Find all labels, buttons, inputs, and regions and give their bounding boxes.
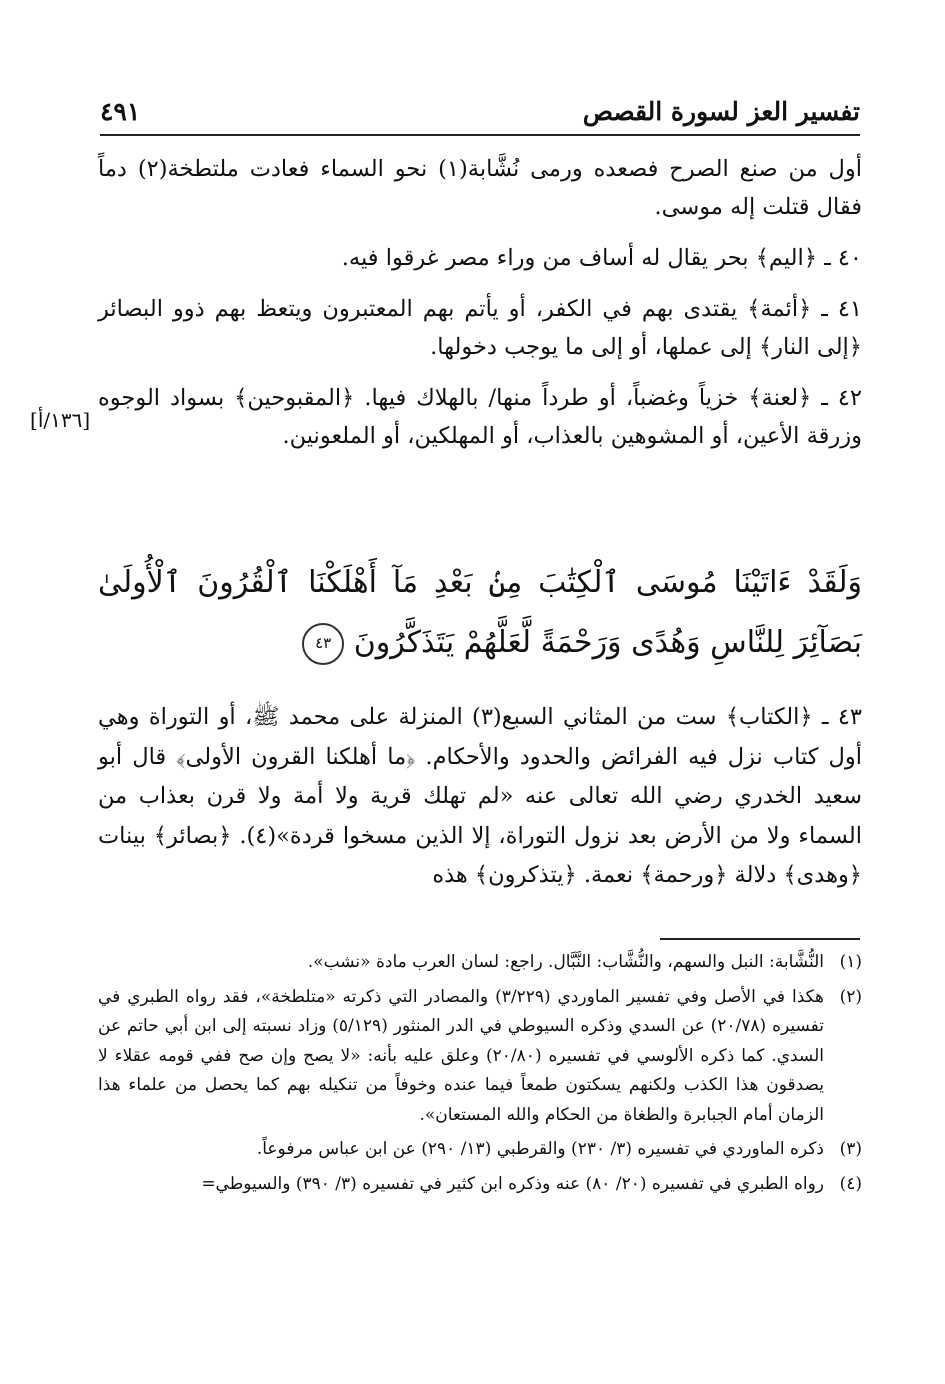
- paragraph-41: ٤١ ـ ﴿أئمة﴾ يقتدى بهم في الكفر، أو يأتم بهم المعتبرون ويتعظ بهم ذوو البصائر ﴿إلى النار﴾ إلى عملها، أو إلى ما يوجب دخولها.: [98, 296, 862, 360]
- quran-verse: [98, 553, 862, 673]
- paragraph-43: ٤٣ ـ ﴿الكتاب﴾ ست من المثاني السبع(٣) المنزلة على محمد ﷺ، أو التوراة وهي أول كتاب نزل فيه الفرائض والحدود والأحكام. ﴿ما أهلكنا القرون الأولى﴾ قال أبو سعيد الخدري رضي الله تعالى عنه «لم تهلك قرية ولا أمة ولا قرن بعذاب من السماء ولا من الأرض بعد نزول التوراة، إلا الذين مسخوا قردة»(٤). ﴿بصائر﴾ بينات ﴿وهدى﴾ دلالة ﴿ورحمة﴾ نعمة. ﴿يتذكرون﴾ هذه: [98, 704, 862, 888]
- footnote: [98, 983, 862, 1131]
- footnote: [98, 948, 862, 978]
- footnotes: [98, 948, 862, 1204]
- footnote-number: (١): [839, 952, 862, 972]
- main-text: [98, 150, 862, 468]
- footnote: [98, 1135, 862, 1165]
- footnote-text: رواه الطبري في تفسيره (٢٠/ ٨٠) عنه وذكره ابن كثير في تفسيره (٣/ ٣٩٠) والسيوطي=: [201, 1173, 824, 1194]
- footnote-number: (٤): [839, 1173, 862, 1194]
- footnote-text: ذكره الماوردي في تفسيره (٣/ ٢٣٠) والقرطبي (١٣/ ٢٩٠) عن ابن عباس مرفوعاً.: [256, 1139, 824, 1159]
- footnote-number: (٢): [839, 986, 862, 1007]
- footnote-separator: [660, 938, 860, 940]
- footnote-text: النُّشَّابة: النبل والسهم، والنُّشَّاب: النَّبَّال. راجع: لسان العرب مادة «نشب».: [307, 952, 824, 972]
- ayah-number-marker: ٤٣: [302, 623, 344, 665]
- page-number: ٤٩١: [100, 96, 141, 126]
- paragraph-42: ٤٢ ـ ﴿لعنة﴾ خزياً وغضباً، أو طرداً منها/ بالهلاك فيها. ﴿المقبوحين﴾ بسواد الوجوه وزرقة الأعين، أو المشوهين بالعذاب، أو المهلكين، أو الملعونين.: [98, 385, 862, 449]
- footnote-number: (٣): [839, 1139, 862, 1159]
- page-header: [100, 88, 860, 136]
- footnote-text: هكذا في الأصل وفي تفسير الماوردي (٣/٢٢٩) والمصادر التي ذكرته «متلطخة»، فقد رواه الطبري في تفسيره (٢٠/٧٨) عن السدي وذكره السيوطي في الدر المنثور (٥/١٢٩) وزاد نسبته إلى ابن أبي حاتم عن السدي. كما ذكره الألوسي في تفسيره (٢٠/٨٠) وعلق عليه بأنه: «لا يصح وإن صح ففي قومه عقلاء لا يصدقون هذا الكذب ولكنهم يسكتون طمعاً فيما عنده وخوفاً من تنكيله بهم كما يحصل من علماء هذا الزمان أمام الجبابرة والطغاة من الحكام والله المستعان».: [98, 986, 825, 1125]
- paragraph-intro: أول من صنع الصرح فصعده ورمى نُشَّابة(١) نحو السماء فعادت ملتطخة(٢) دماً فقال قتلت إله موسى.: [98, 156, 862, 220]
- footnote: [98, 1170, 862, 1200]
- running-title: تفسير العز لسورة القصص: [582, 96, 860, 126]
- verse-text: وَلَقَدْ ءَاتَيْنَا مُوسَى ٱلْكِتَٰبَ مِنۢ بَعْدِ مَآ أَهْلَكْنَا ٱلْقُرُونَ ٱلْأُولَىٰ بَصَآئِرَ لِلنَّاسِ وَهُدًى وَرَحْمَةً لَّعَلَّهُمْ يَتَذَكَّرُونَ: [98, 565, 862, 660]
- margin-reference: [١٣٦/أ]: [30, 408, 91, 432]
- paragraph-40: ٤٠ ـ ﴿اليم﴾ بحر يقال له أساف من وراء مصر غرقوا فيه.: [341, 245, 862, 271]
